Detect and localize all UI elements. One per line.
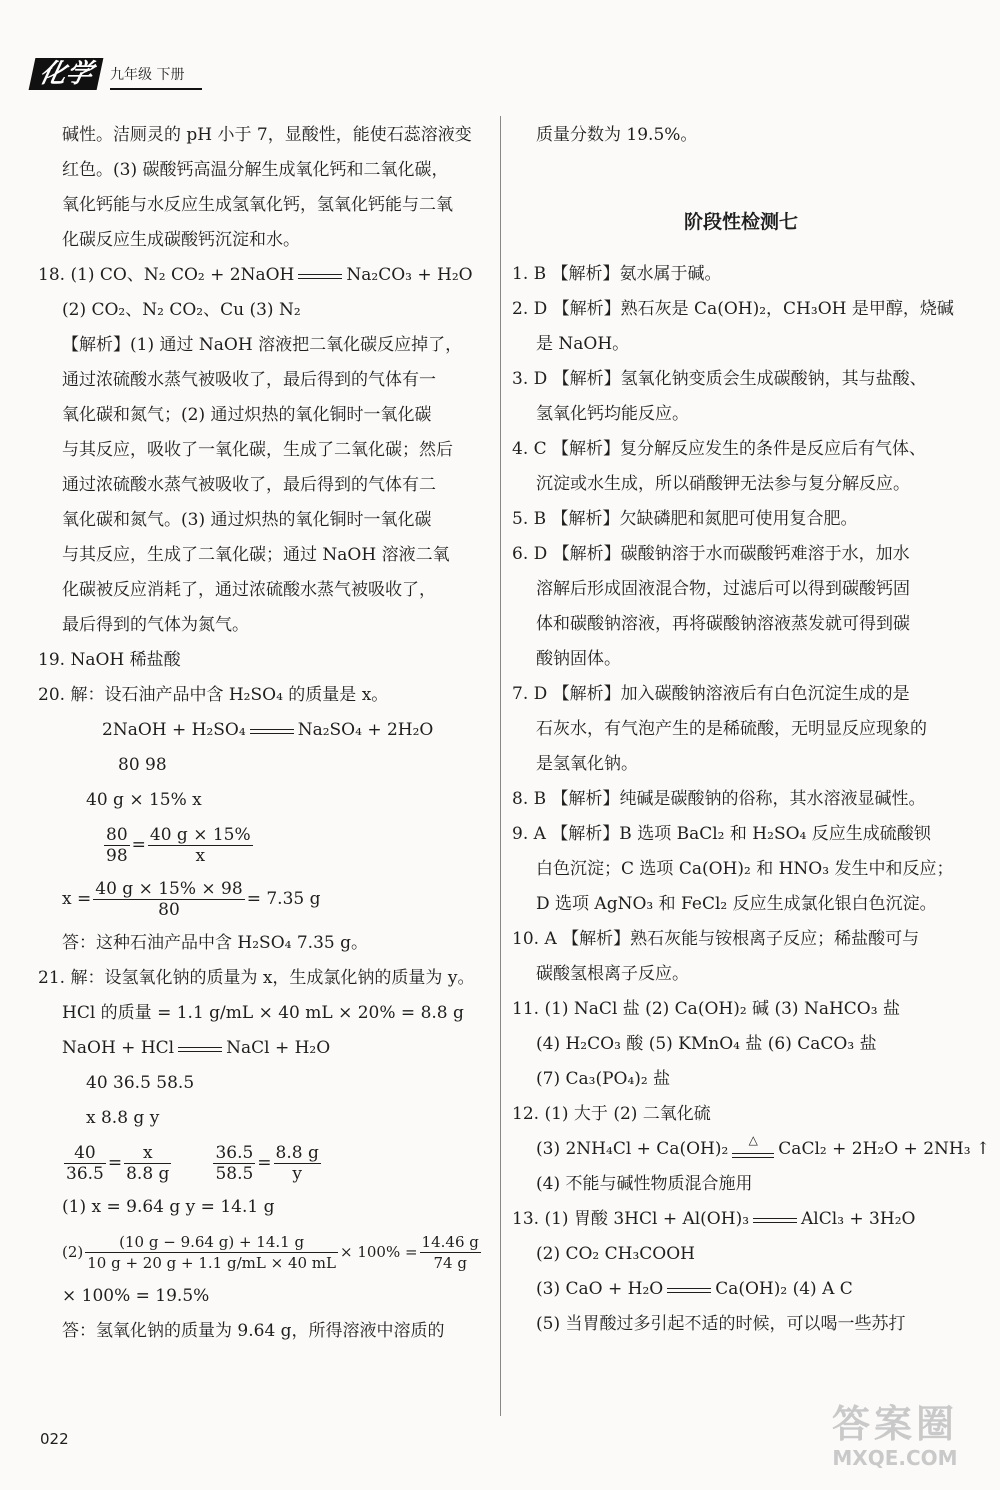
fraction: $\frac{x}{8.8 g}$ [126,1142,170,1184]
text-line: HCl 的质量 = 1.1 g/mL × 40 mL × 20% = 8.8 g [62,1003,464,1023]
text-line: 最后得到的气体为氮气。 [62,615,249,635]
answer-item-line: (4) H₂CO₃ 酸 (5) KMnO₄ 盐 (6) CaCO₃ 盐 [536,1034,877,1054]
fraction: $\frac{8.8 g}{y}$ [275,1142,319,1184]
fraction: $\frac{36.5}{58.5}$ [215,1142,254,1184]
answer-item-line: 6. D 【解析】碳酸钠溶于水而碳酸钙难溶于水，加水 [512,544,910,564]
answer-item-line: 11. (1) NaCl 盐 (2) Ca(OH)₂ 碱 (3) NaHCO₃ 盐 [512,999,900,1019]
text-line: 碱性。洁厕灵的 pH 小于 7，显酸性，能使石蕊溶液变 [62,125,472,145]
section-title: 阶段性检测七 [683,211,798,233]
result-line: × 100% = 19.5% [62,1286,210,1306]
answer-item-line: 8. B 【解析】纯碱是碳酸钠的俗称，其水溶液显碱性。 [512,789,926,809]
fraction-line: (2) $\frac{(10 g - 9.64 g) + 14.1 g}{10 g + 20 g + 1.1 g/mL \times 40 mL}$ × 100% = $\frac{14.46 g}{74 g}$ [62,1232,479,1272]
equation: 2NaOH + H₂SO₄ Na₂SO₄ + 2H₂O [102,720,434,740]
equals-sign-icon [294,266,346,286]
equation: (3) 2NH₄Cl + Ca(OH)₂ △ CaCl₂ + 2H₂O + 2NH₃ ↑ [512,1132,970,1167]
text-line: (2) CO₂ CH₃COOH [536,1244,696,1264]
text-line: 化碳被反应消耗了，通过浓硫酸水蒸气被吸收了， [62,580,436,600]
watermark-logo: 答案圈 MXQE.COM [831,1402,958,1470]
text-line: 【解析】(1) 通过 NaOH 溶液把二氧化碳反应掉了， [62,335,463,355]
fraction-line: $\frac{40}{36.5}$ = $\frac{x}{8.8 g}$ $\frac{36.5}{58.5}$ = $\frac{8.8 g}{y}$ [66,1142,319,1184]
eq-left: 18. (1) CO、N₂ CO₂ + 2NaOH [38,265,295,285]
fraction-line: x = $\frac{40 g \times 15\% \times 98}{80}$ = 7.35 g [62,878,321,920]
answer-item-line: 氢氧化钙均能反应。 [536,404,689,424]
answer-item-line: 溶解后形成固液混合物，过滤后可以得到碳酸钙固 [536,579,910,599]
answer-item-line: 体和碳酸钠溶液，再将碳酸钠溶液蒸发就可得到碳 [536,614,910,634]
equation: (3) CaO + H₂O Ca(OH)₂ (4) A C [536,1279,853,1299]
column-divider [500,116,501,1416]
answer-item-line: 10. A 【解析】熟石灰能与铵根离子反应；稀盐酸可与 [512,929,920,949]
mass-row: 80 98 [118,755,167,775]
text-line: 通过浓硫酸水蒸气被吸收了，最后得到的气体有一 [62,370,436,390]
equals-sign-icon [663,1280,715,1300]
answer-text: 答：这种石油产品中含 H₂SO₄ 7.35 g。 [62,933,368,953]
text-line: 与其反应，生成了二氧化碳；通过 NaOH 溶液二氧 [62,545,450,565]
equals-sign-icon [174,1039,226,1059]
right-column [512,118,991,1342]
page-header [32,58,202,90]
fraction: $\frac{40 g \times 15\% \times 98}{80}$ [95,878,243,920]
text-line: 与其反应，吸收了一氧化碳，生成了二氧化碳；然后 [62,440,453,460]
answer-item-line: 白色沉淀；C 选项 Ca(OH)₂ 和 HNO₃ 发生中和反应； [536,859,954,879]
eq-right: Na₂CO₃ + H₂O [346,265,473,285]
text-line: 通过浓硫酸水蒸气被吸收了，最后得到的气体有二 [62,475,436,495]
page-number: 022 [40,1430,69,1448]
answer-item-line: 是氢氧化钠。 [536,754,638,774]
text-line: (5) 当胃酸过多引起不适的时候，可以喝一些苏打 [536,1314,906,1334]
text-line: (4) 不能与碱性物质混合施用 [536,1174,753,1194]
text-line: 质量分数为 19.5%。 [536,125,698,145]
answer-item-line: 石灰水，有气泡产生的是稀硫酸，无明显反应现象的 [536,719,927,739]
equation: 13. (1) 胃酸 3HCl + Al(OH)₃ AlCl₃ + 3H₂O [512,1209,916,1229]
answer-item-line: D 选项 AgNO₃ 和 FeCl₂ 反应生成氯化银白色沉淀。 [536,894,937,914]
answer-item-line: 4. C 【解析】复分解反应发生的条件是反应后有气体、 [512,439,927,459]
answer-item-line: 是 NaOH。 [536,334,630,354]
answer-item-line: (7) Ca₃(PO₄)₂ 盐 [536,1069,671,1089]
answer-item-line: 5. B 【解析】欠缺磷肥和氮肥可使用复合肥。 [512,509,858,529]
answer-item-line: 1. B 【解析】氨水属于碱。 [512,264,722,284]
mass-row: 40 36.5 58.5 [86,1073,195,1093]
fraction: $\frac{80}{98}$ [106,824,128,866]
grade-label: 九年级 下册 [110,64,202,90]
answer-item-line: 7. D 【解析】加入碳酸钠溶液后有白色沉淀生成的是 [512,684,910,704]
subject-logo: 化学 [29,58,104,90]
answer-18-line1 [38,258,493,293]
answer-21-line1: 21. 解：设氢氧化钠的质量为 x，生成氯化钠的质量为 y。 [38,968,475,988]
result-line: (1) x = 9.64 g y = 14.1 g [62,1197,275,1217]
fraction: $\frac{40}{36.5}$ [66,1142,104,1184]
fraction-line: $\frac{80}{98}$ = $\frac{40 g \times 15\%}{x}$ [106,824,251,866]
text-line: 氧化碳和氮气。(3) 通过炽热的氧化铜时一氧化碳 [62,510,432,530]
equals-sign-icon [246,721,298,741]
text-line: 氧化钙能与水反应生成氢氧化钙，氢氧化钙能与二氧 [62,195,453,215]
fraction: $\frac{(10 g - 9.64 g) + 14.1 g}{10 g + 20 g + 1.1 g/mL \times 40 mL}$ [87,1232,336,1272]
answer-item-line: 9. A 【解析】B 选项 BaCl₂ 和 H₂SO₄ 反应生成硫酸钡 [512,824,931,844]
text-line: 红色。(3) 碳酸钙高温分解生成氧化钙和二氧化碳， [62,160,449,180]
answer-19: 19. NaOH 稀盐酸 [38,650,181,670]
answer-item-line: 酸钠固体。 [536,649,621,669]
answer-18-line2: (2) CO₂、N₂ CO₂、Cu (3) N₂ [62,300,301,320]
left-column [38,118,493,1349]
text-line: 氧化碳和氮气；(2) 通过炽热的氧化铜时一氧化碳 [62,405,432,425]
answer-list [512,257,970,1097]
answer-item-line: 沉淀或水生成，所以硝酸钾无法参与复分解反应。 [536,474,910,494]
answer-20-line1: 20. 解：设石油产品中含 H₂SO₄ 的质量是 x。 [38,685,389,705]
fraction: $\frac{14.46 g}{74 g}$ [421,1232,479,1272]
answer-12-line1: 12. (1) 大于 (2) 二氧化硫 [512,1104,711,1124]
answer-item-line: 3. D 【解析】氢氧化钠变质会生成碳酸钠，其与盐酸、 [512,369,927,389]
answer-text: 答：氢氧化钠的质量为 9.64 g，所得溶液中溶质的 [62,1321,445,1341]
text-line: 化碳反应生成碳酸钙沉淀和水。 [62,230,300,250]
equals-sign-icon [749,1210,801,1230]
fraction: $\frac{40 g \times 15\%}{x}$ [149,824,251,866]
heat-equals-sign-icon: △ [728,1137,778,1163]
answer-item-line: 2. D 【解析】熟石灰是 Ca(OH)₂，CH₃OH 是甲醇，烧碱 [512,299,954,319]
mass-row: x 8.8 g y [86,1108,160,1128]
equation: NaOH + HCl NaCl + H₂O [62,1038,331,1058]
mass-row: 40 g × 15% x [86,790,202,810]
answer-item-line: 碳酸氢根离子反应。 [536,964,689,984]
